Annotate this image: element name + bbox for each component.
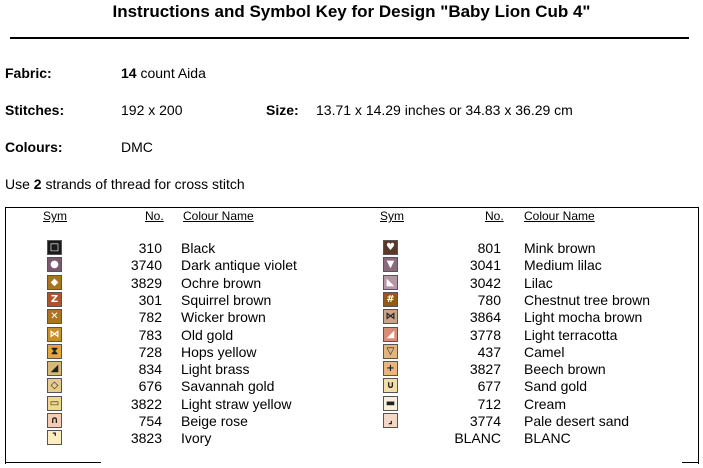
dmc-number: 3822 xyxy=(130,395,162,412)
fabric-label: Fabric: xyxy=(5,65,52,81)
dmc-number: 3740 xyxy=(130,257,162,274)
stitches-value: 192 x 200 xyxy=(121,102,183,118)
dmc-number: 728 xyxy=(138,343,162,360)
note-strands: 2 xyxy=(33,176,42,192)
corner-icon: ⌟ xyxy=(384,414,397,427)
colour-name: Ivory xyxy=(181,430,212,447)
cup-icon: ∪ xyxy=(384,379,397,392)
dmc-number: 301 xyxy=(138,291,162,308)
colour-name: Lilac xyxy=(524,274,553,291)
colour-name: Chestnut tree brown xyxy=(524,291,651,308)
down-triangle-outline-icon: ▽ xyxy=(384,345,397,358)
hourglass-icon: ⧗ xyxy=(48,345,61,358)
header-name-left: Colour Name xyxy=(183,209,254,223)
dmc-number: 3778 xyxy=(469,326,501,343)
table-bottom-rule-right xyxy=(682,462,698,463)
bowtie-icon: ⋈ xyxy=(49,328,60,340)
corner-icon: ⌝ xyxy=(48,431,61,444)
dmc-number: 676 xyxy=(138,378,162,395)
dmc-number: 3041 xyxy=(469,257,501,274)
dmc-number: 801 xyxy=(477,240,501,256)
diamond-outline-icon: ◇ xyxy=(48,379,61,392)
dmc-number: 310 xyxy=(138,240,162,256)
dmc-number: 3042 xyxy=(469,274,501,291)
x-icon: ✕ xyxy=(48,310,61,323)
dmc-number: 3829 xyxy=(130,274,162,291)
colour-name: Camel xyxy=(524,343,565,360)
dmc-number: 782 xyxy=(138,309,162,326)
colour-name: Light terracotta xyxy=(524,326,618,343)
colours-value: DMC xyxy=(121,139,153,155)
colour-name: Hops yellow xyxy=(181,343,257,360)
fabric-count: 14 xyxy=(121,65,137,81)
dmc-number: 783 xyxy=(138,326,162,343)
colour-name: Cream xyxy=(524,395,567,412)
colour-name: Old gold xyxy=(181,326,234,343)
dmc-number: 3827 xyxy=(469,361,501,378)
fabric-rest: count Aida xyxy=(136,65,206,81)
colour-name: Wicker brown xyxy=(181,309,266,326)
colour-name: Beige rose xyxy=(181,413,248,429)
colour-name: Light brass xyxy=(181,361,250,378)
colour-name: Black xyxy=(181,240,216,256)
lower-triangle-icon: ◣ xyxy=(384,276,397,289)
bowtie-icon: ⋈ xyxy=(385,311,396,323)
colour-name: Savannah gold xyxy=(181,378,275,395)
heart-icon: ♥ xyxy=(384,241,397,254)
colour-name: Light mocha brown xyxy=(524,309,643,326)
note-pre: Use xyxy=(5,176,34,192)
table-bottom-rule-left xyxy=(5,462,101,463)
colour-name: Beech brown xyxy=(524,361,606,378)
fabric-value xyxy=(121,65,206,81)
colour-name: Light straw yellow xyxy=(181,395,292,412)
header-sym-left: Sym xyxy=(43,209,67,223)
rectangle-icon: ▭ xyxy=(49,397,60,409)
hash-icon: # xyxy=(384,293,397,306)
dmc-number: 712 xyxy=(477,395,501,412)
title-rule xyxy=(10,37,689,39)
header-name-right: Colour Name xyxy=(524,209,595,223)
page-title: Instructions and Symbol Key for Design "Baby Lion Cub 4" xyxy=(112,2,591,21)
colour-name: Squirrel brown xyxy=(181,291,272,308)
dmc-number: 677 xyxy=(477,378,501,395)
dmc-number: 3823 xyxy=(130,430,162,447)
dmc-number: 3864 xyxy=(469,309,501,326)
colour-name: Mink brown xyxy=(524,240,596,256)
colour-name: Dark antique violet xyxy=(181,257,297,274)
stitches-label: Stitches: xyxy=(5,102,65,118)
header-no-left: No. xyxy=(145,209,164,223)
note-post: strands of thread for cross stitch xyxy=(41,176,245,192)
circle-icon: ● xyxy=(48,258,61,271)
thread-note xyxy=(5,176,245,192)
header-no-right: No. xyxy=(485,209,504,223)
dmc-number: 780 xyxy=(477,291,501,308)
dmc-number: 834 xyxy=(138,361,162,378)
corner-triangle-icon: ◢ xyxy=(384,328,397,341)
colour-name: Pale desert sand xyxy=(524,413,630,429)
header-sym-right: Sym xyxy=(380,209,404,223)
colour-name: Sand gold xyxy=(524,378,588,395)
blank-icon xyxy=(384,431,397,444)
down-triangle-icon: ▼ xyxy=(384,258,397,271)
colour-name: Ochre brown xyxy=(181,274,262,291)
plus-icon: + xyxy=(384,362,397,375)
dmc-number: 437 xyxy=(477,343,501,360)
dmc-number: BLANC xyxy=(454,430,501,447)
dmc-number: 3774 xyxy=(469,413,501,429)
z-icon: Z xyxy=(48,293,61,306)
corner-triangle-icon: ◢ xyxy=(48,362,61,375)
square-outline-icon: □ xyxy=(49,242,60,253)
colour-name: BLANC xyxy=(524,430,571,447)
dmc-number: 754 xyxy=(138,413,162,429)
bar-icon: ▬ xyxy=(385,397,396,409)
diamond-icon: ◆ xyxy=(48,276,61,289)
size-value: 13.71 x 14.29 inches or 34.83 x 36.29 cm xyxy=(316,102,573,118)
colour-name: Medium lilac xyxy=(524,257,602,274)
arch-icon: ∩ xyxy=(48,414,61,427)
size-label: Size: xyxy=(266,102,299,118)
colours-label: Colours: xyxy=(5,139,63,155)
